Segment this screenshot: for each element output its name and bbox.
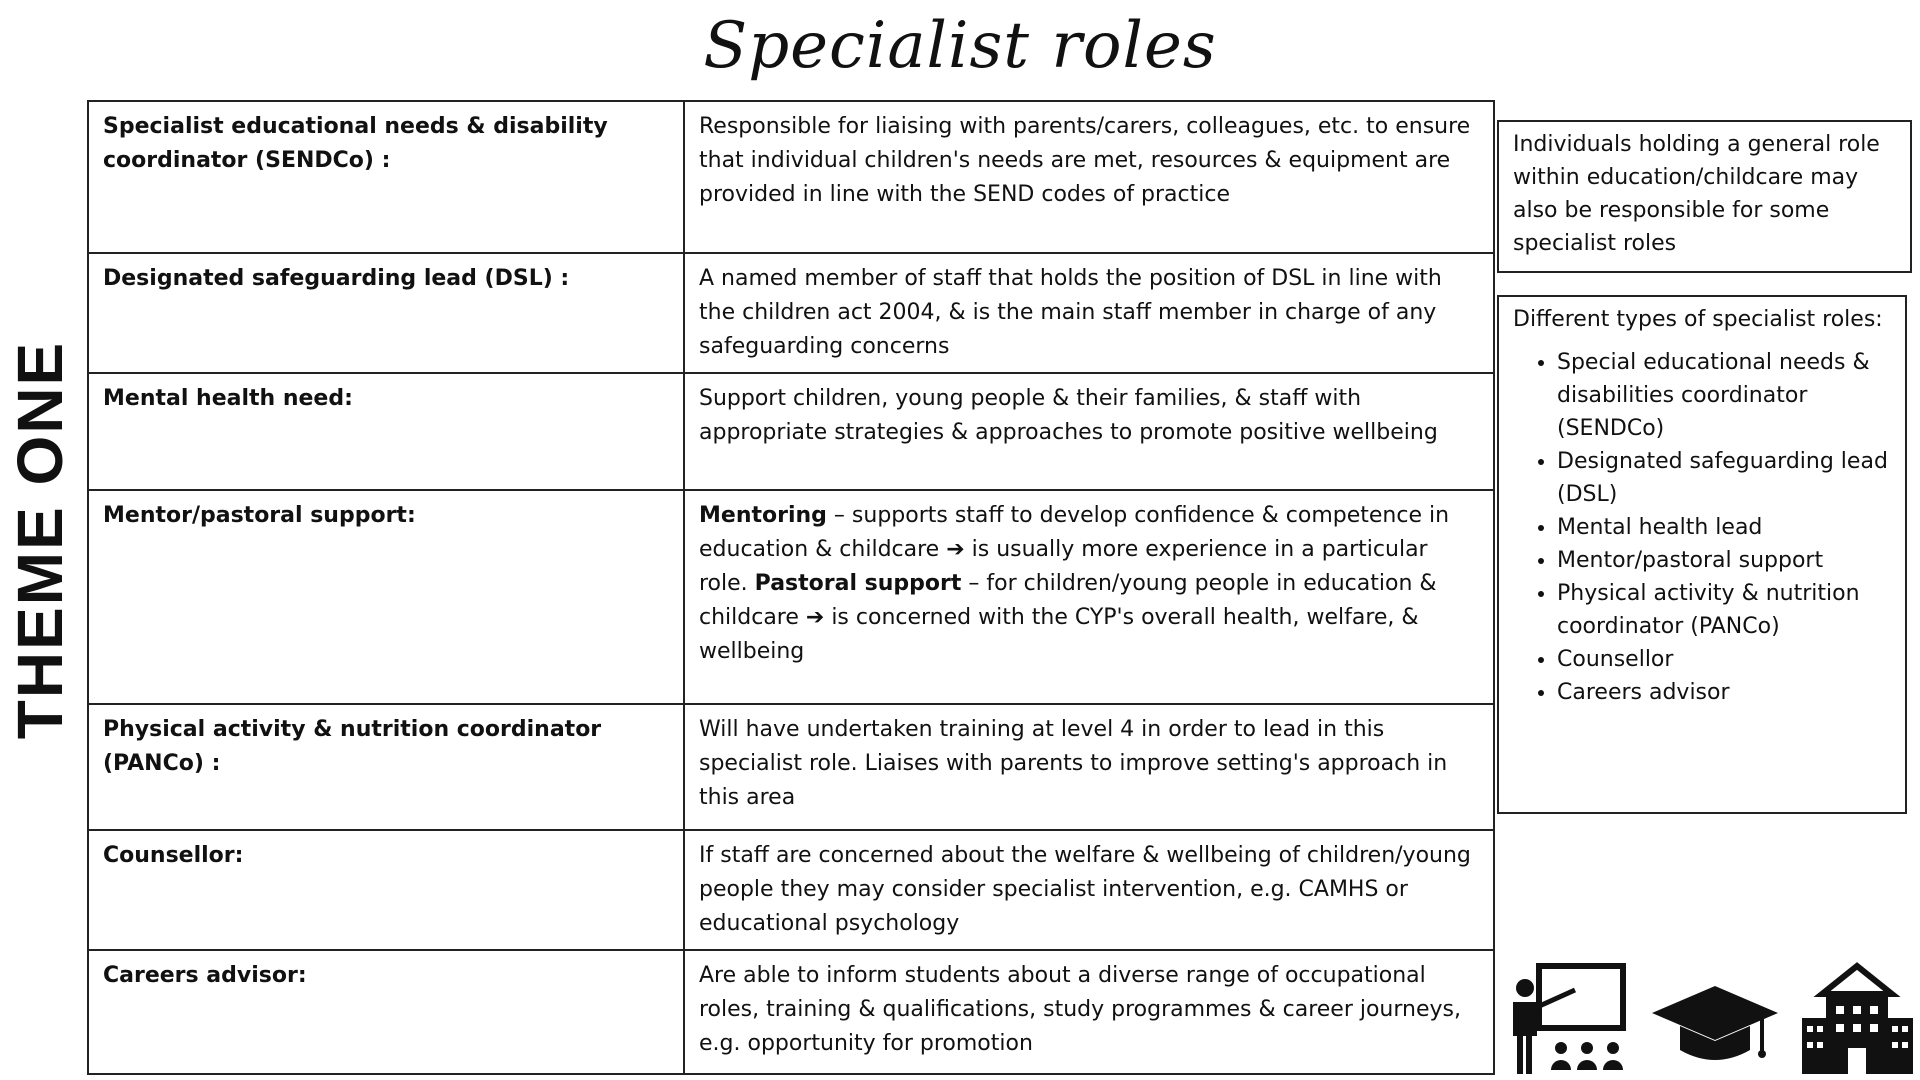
role-name: Mental health need: (88, 373, 684, 490)
list-item: • Mental health lead (1557, 511, 1891, 544)
teacher-icon (1505, 958, 1635, 1076)
role-description: Responsible for liaising with parents/carers, colleagues, etc. to ensure that individual children's needs are met, resources & equipment are provided in line with the SEND codes of practice (684, 101, 1494, 253)
table-row (88, 490, 1494, 704)
school-building-icon (1800, 958, 1915, 1076)
graduation-cap-icon (1650, 958, 1780, 1076)
role-description: A named member of staff that holds the position of DSL in line with the children act 2004, & is the main staff member in charge of any safeguarding concerns (684, 253, 1494, 373)
role-name: Physical activity & nutrition coordinator (PANCo) : (88, 704, 684, 830)
list-item: • Careers advisor (1557, 676, 1891, 709)
page-title: Specialist roles (703, 9, 1217, 83)
list-item: • Designated safeguarding lead (DSL) (1557, 445, 1891, 511)
table-row (88, 101, 1494, 253)
role-description: Will have undertaken training at level 4 in order to lead in this specialist role. Liaises with parents to improve setting's approach in this area (684, 704, 1494, 830)
role-description: Are able to inform students about a diverse range of occupational roles, training & qualifications, study programmes & career journeys, e.g. opportunity for promotion (684, 950, 1494, 1074)
table-row (88, 253, 1494, 373)
list-item: • Special educational needs & disabilities coordinator (SENDCo) (1557, 346, 1891, 445)
table-row (88, 373, 1494, 490)
table-row (88, 704, 1494, 830)
specialist-types-list (1513, 346, 1891, 709)
role-name: Careers advisor: (88, 950, 684, 1074)
table-row (88, 830, 1494, 950)
pastoral-text: – for children/young people in education & childcare ➔ is concerned with the CYP's overall health, welfare, & wellbeing (699, 571, 1437, 664)
mentoring-term: Mentoring (699, 503, 827, 528)
role-description: Support children, young people & their families, & staff with appropriate strategies & approaches to promote positive wellbeing (684, 373, 1494, 490)
list-item: • Counsellor (1557, 643, 1891, 676)
theme-label-text: THEME ONE (4, 340, 76, 740)
specialist-types-heading: Different types of specialist roles: (1513, 307, 1883, 332)
role-name: Mentor/pastoral support: (88, 490, 684, 704)
role-name: Specialist educational needs & disability coordinator (SENDCo) : (88, 101, 684, 253)
icon-row (1505, 958, 1915, 1076)
specialist-types-box (1497, 295, 1907, 814)
role-name: Designated safeguarding lead (DSL) : (88, 253, 684, 373)
list-item: • Physical activity & nutrition coordinator (PANCo) (1557, 577, 1891, 643)
pastoral-term: Pastoral support (754, 571, 962, 596)
role-description (684, 490, 1494, 704)
mentoring-text: – supports staff to develop confidence & competence in education & childcare ➔ is usually more experience in a particular role. (699, 503, 1450, 596)
list-item: • Mentor/pastoral support (1557, 544, 1891, 577)
specialist-roles-table (87, 100, 1495, 1075)
table-row (88, 950, 1494, 1074)
general-role-note: Individuals holding a general role within education/childcare may also be responsible for some specialist roles (1497, 120, 1912, 273)
role-description: If staff are concerned about the welfare & wellbeing of children/young people they may consider specialist intervention, e.g. CAMHS or educational psychology (684, 830, 1494, 950)
role-name: Counsellor: (88, 830, 684, 950)
